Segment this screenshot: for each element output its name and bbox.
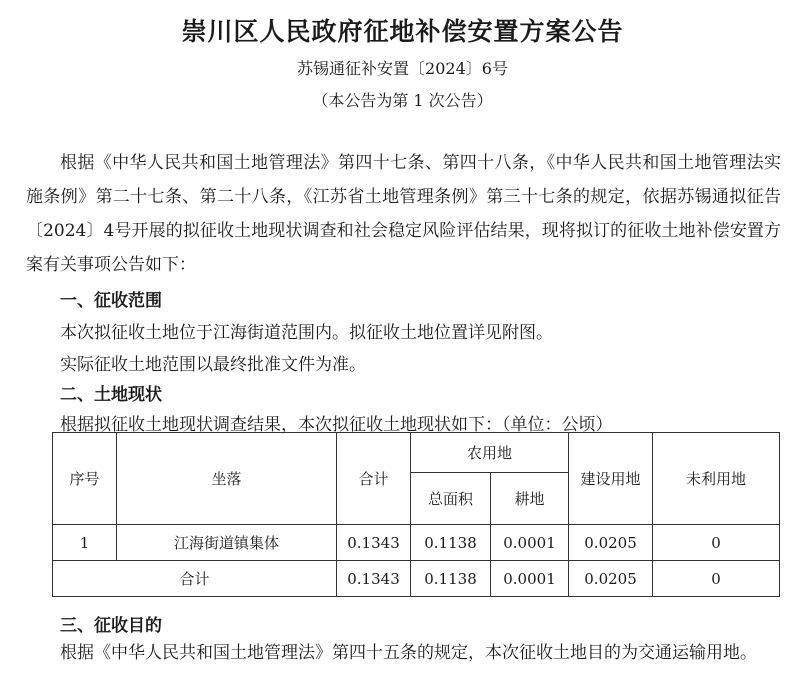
cell-location: 江海街道镇集体 [117, 525, 337, 561]
table-sum-row [53, 561, 780, 597]
cell-arable: 0.0001 [491, 525, 569, 561]
sum-total: 0.1343 [337, 561, 411, 597]
purpose-paragraph: 根据《中华人民共和国土地管理法》第四十五条的规定，本次征收土地目的为交通运输用地。 [60, 643, 757, 663]
table-header-row [53, 433, 780, 473]
header-total: 合计 [337, 433, 411, 525]
notice-count: （本公告为第 1 次公告） [312, 91, 493, 110]
header-unused: 未利用地 [653, 433, 780, 525]
cell-seq: 1 [53, 525, 117, 561]
sum-construction: 0.0205 [569, 561, 653, 597]
document-title: 崇川区人民政府征地补偿安置方案公告 [181, 17, 624, 46]
section-heading-purpose: 三、征收目的 [60, 616, 162, 636]
intro-paragraph: 根据《中华人民共和国土地管理法》第四十七条、第四十八条，《中华人民共和国土地管理法实施条例》第二十七条、第二十八条，《江苏省土地管理条例》第三十七条的规定，依据苏锡通拟征告〔2024〕4号开展的拟征收土地现状调查和社会稳定风险评估结果，现将拟订的征收土地补偿安置方案有关事项公告如下： [26, 153, 781, 275]
sum-agri-total: 0.1138 [411, 561, 491, 597]
header-agricultural: 农用地 [411, 433, 569, 473]
scope-line-1: 本次拟征收土地位于江海街道范围内。拟征收土地位置详见附图。 [60, 323, 553, 343]
header-construction: 建设用地 [569, 433, 653, 525]
section-heading-land-status: 二、土地现状 [60, 385, 162, 405]
header-arable: 耕地 [491, 473, 569, 525]
scope-line-2: 实际征收土地范围以最终批准文件为准。 [60, 355, 366, 375]
header-agri-total: 总面积 [411, 473, 491, 525]
header-location: 坐落 [117, 433, 337, 525]
land-status-intro: 根据拟征收土地现状调查结果，本次拟征收土地现状如下：（单位：公顷） [60, 415, 613, 435]
cell-agri-total: 0.1138 [411, 525, 491, 561]
land-status-table [52, 432, 780, 597]
table-row [53, 525, 780, 561]
cell-construction: 0.0205 [569, 525, 653, 561]
cell-unused: 0 [653, 525, 780, 561]
sum-label: 合计 [53, 561, 337, 597]
sum-unused: 0 [653, 561, 780, 597]
header-seq: 序号 [53, 433, 117, 525]
document-number: 苏锡通征补安置〔2024〕6号 [297, 59, 508, 78]
sum-arable: 0.0001 [491, 561, 569, 597]
section-heading-scope: 一、征收范围 [60, 291, 162, 311]
cell-total: 0.1343 [337, 525, 411, 561]
